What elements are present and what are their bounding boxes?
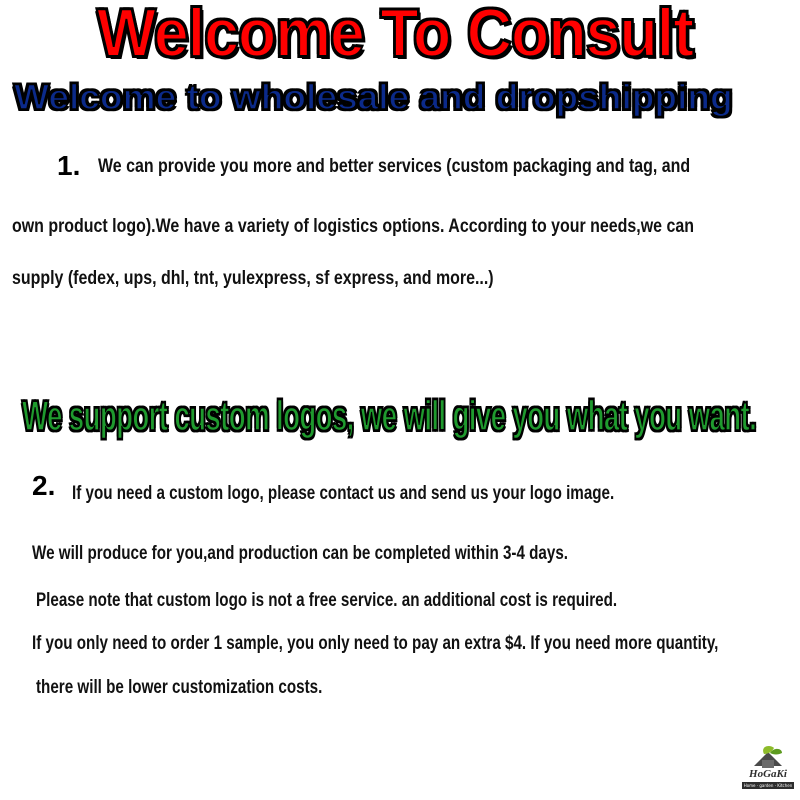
custom-logo-banner: We support custom logos, we will give you what you want. <box>22 392 757 439</box>
leaf-house-icon <box>740 744 796 770</box>
section-2-line-4: If you only need to order 1 sample, you only need to pay an extra $4. If you need more quantity, <box>32 633 719 654</box>
brand-logo-tagline: Home · garden · Kitchen <box>743 783 793 788</box>
section-2-line-5: there will be lower customization costs. <box>36 677 323 698</box>
brand-logo <box>740 744 796 794</box>
section-2-line-3: Please note that custom logo is not a free service. an additional cost is required. <box>36 590 618 611</box>
section-2-number: 2. <box>32 470 56 501</box>
page-subtitle: Welcome to wholesale and dropshipping <box>14 78 733 117</box>
section-2-line-1: If you need a custom logo, please contact us and send us your logo image. <box>72 483 615 504</box>
section-1-number: 1. <box>57 150 81 181</box>
page-title: Welcome To Consult <box>96 0 694 71</box>
section-1-line-2: own product logo).We have a variety of logistics options. According to your needs,we can <box>12 216 694 237</box>
section-2-line-2: We will produce for you,and production can be completed within 3-4 days. <box>32 543 569 564</box>
brand-logo-text: HoGaKi <box>749 768 787 780</box>
section-1-line-3: supply (fedex, ups, dhl, tnt, yulexpress, sf express, and more...) <box>12 268 494 289</box>
section-1-line-1: We can provide you more and better services (custom packaging and tag, and <box>98 156 691 177</box>
